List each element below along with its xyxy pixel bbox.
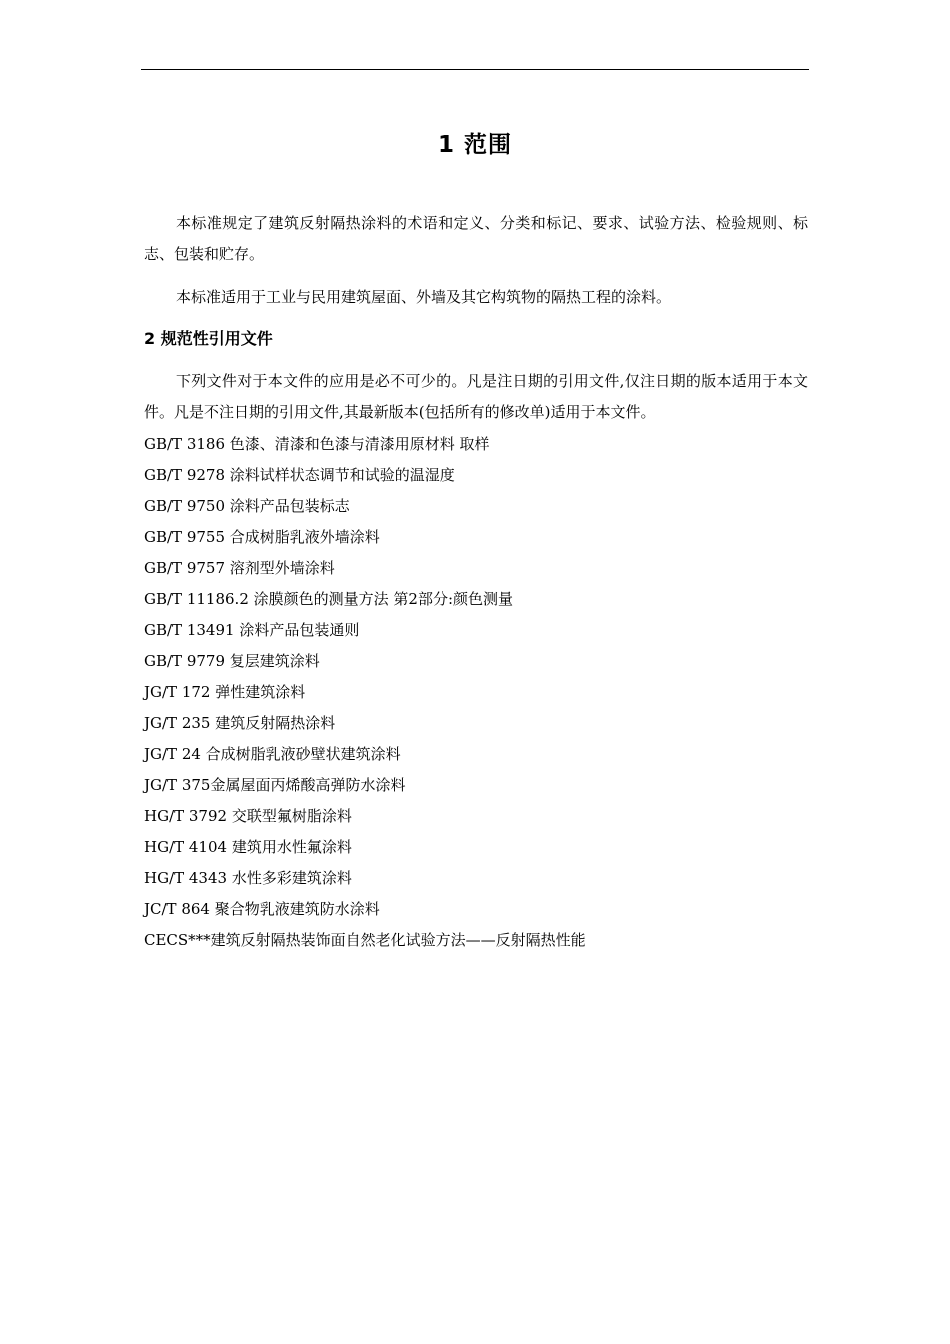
reference-item: GB/T 9750 涂料产品包装标志 xyxy=(144,497,350,515)
reference-item: GB/T 9755 合成树脂乳液外墙涂料 xyxy=(144,528,380,546)
reference-item: GB/T 3186 色漆、清漆和色漆与清漆用原材料 取样 xyxy=(144,435,490,453)
reference-item: GB/T 9779 复层建筑涂料 xyxy=(144,652,320,670)
reference-item: GB/T 9278 涂料试样状态调节和试验的温湿度 xyxy=(144,466,455,484)
reference-item: JG/T 235 建筑反射隔热涂料 xyxy=(144,714,336,732)
reference-item: JG/T 375金属屋面丙烯酸高弹防水涂料 xyxy=(144,776,406,794)
reference-item: JG/T 172 弹性建筑涂料 xyxy=(144,683,306,701)
reference-item: JC/T 864 聚合物乳液建筑防水涂料 xyxy=(144,900,380,918)
section-1-paragraph-application: 本标准适用于工业与民用建筑屋面、外墙及其它构筑物的隔热工程的涂料。 xyxy=(176,288,672,306)
reference-list xyxy=(144,429,808,956)
header-rule xyxy=(141,69,809,70)
section-1-paragraph-scope: 本标准规定了建筑反射隔热涂料的术语和定义、分类和标记、要求、试验方法、检验规则、标志、包装和贮存。 xyxy=(144,214,808,263)
reference-item: HG/T 4343 水性多彩建筑涂料 xyxy=(144,869,352,887)
reference-item: GB/T 13491 涂料产品包装通则 xyxy=(144,621,360,639)
section-1-title: 1 范围 xyxy=(437,132,512,158)
reference-item: HG/T 4104 建筑用水性氟涂料 xyxy=(144,838,352,856)
reference-item: HG/T 3792 交联型氟树脂涂料 xyxy=(144,807,352,825)
reference-item: JG/T 24 合成树脂乳液砂壁状建筑涂料 xyxy=(144,745,401,763)
reference-item: GB/T 11186.2 涂膜颜色的测量方法 第2部分:颜色测量 xyxy=(144,590,513,608)
reference-item: CECS***建筑反射隔热装饰面自然老化试验方法——反射隔热性能 xyxy=(144,931,586,949)
reference-item: GB/T 9757 溶剂型外墙涂料 xyxy=(144,559,335,577)
section-2-title: 2 规范性引用文件 xyxy=(144,329,273,348)
section-2-intro: 下列文件对于本文件的应用是必不可少的。凡是注日期的引用文件,仅注日期的版本适用于本文件。凡是不注日期的引用文件,其最新版本(包括所有的修改单)适用于本文件。 xyxy=(144,372,808,421)
